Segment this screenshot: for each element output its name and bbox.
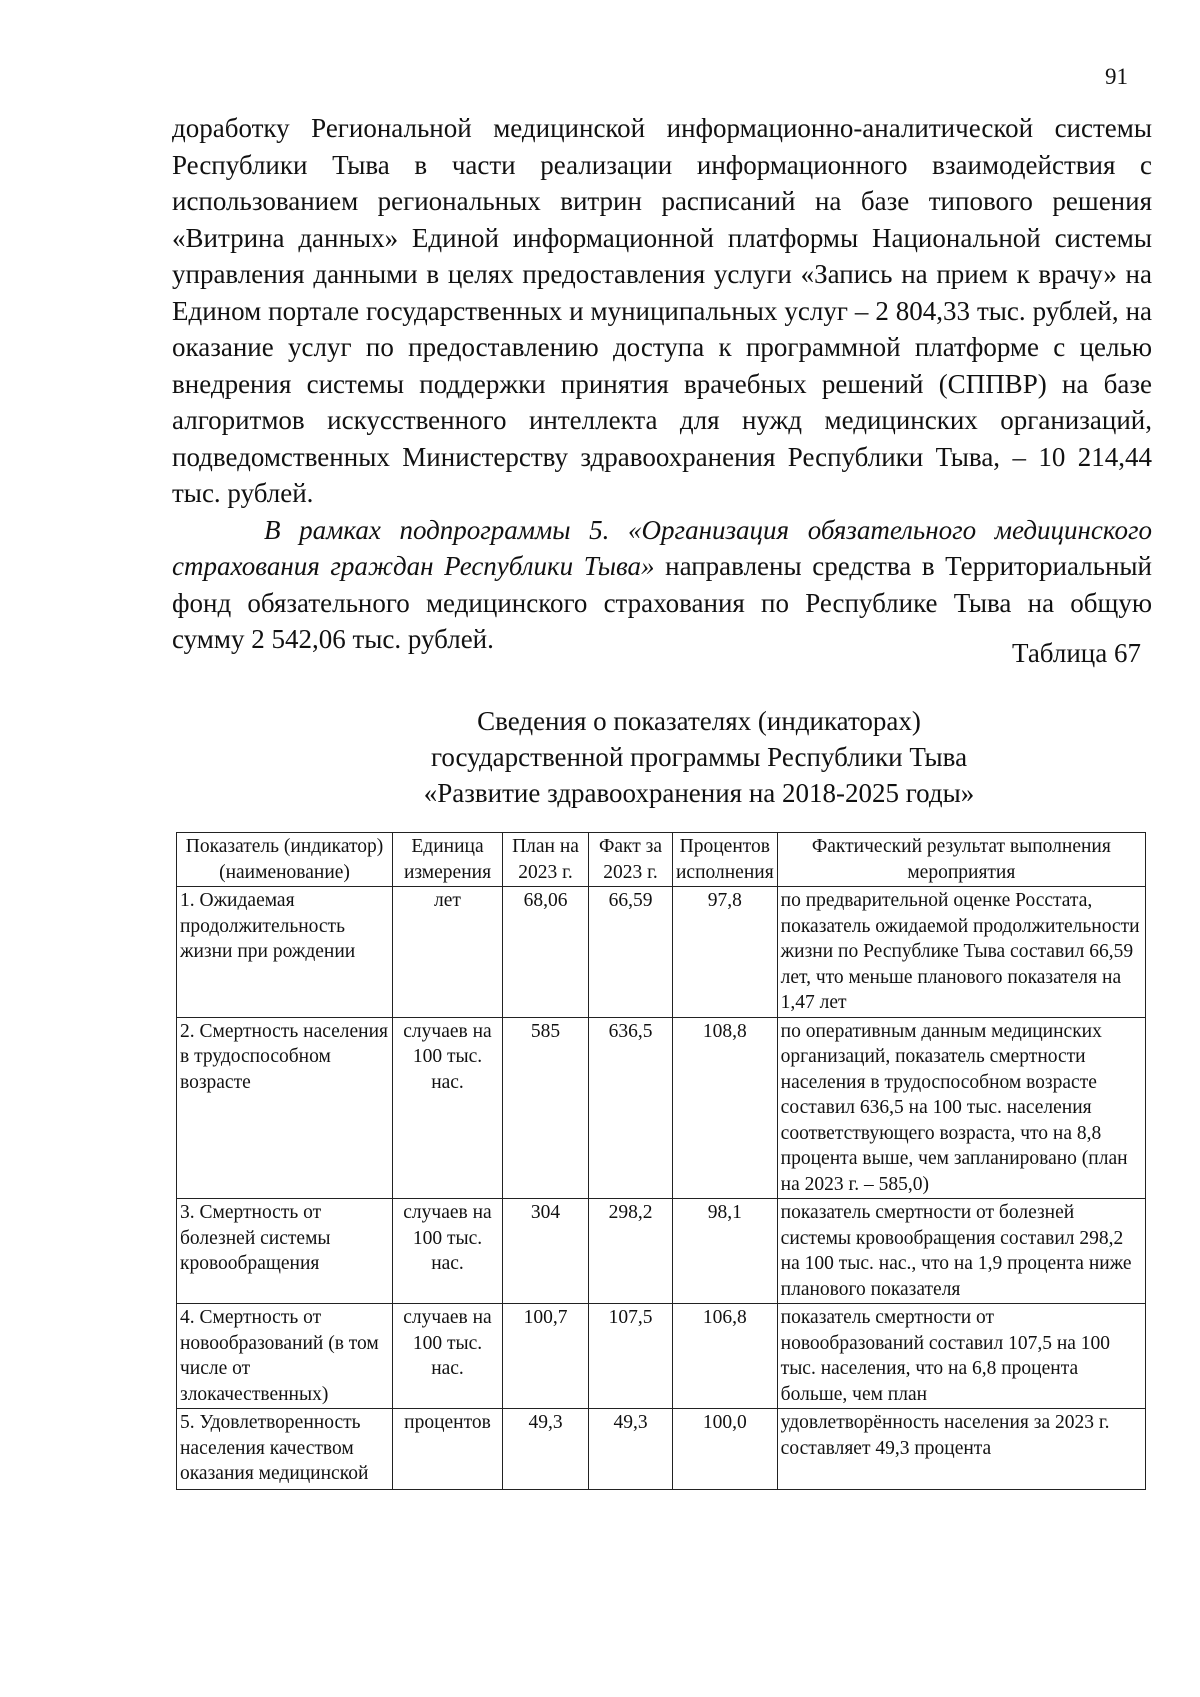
- cell-unit: случаев на 100 тыс. нас.: [393, 1017, 503, 1199]
- cell-fact: 49,3: [589, 1409, 673, 1490]
- page-number: 91: [1105, 64, 1128, 89]
- header-unit: Единица измерения: [393, 833, 503, 887]
- paragraph-2-text: направлены средства в Территориальный фонд обязательного медицинского страхования по Республике Тыва на общую сумму 2 542,06 тыс. рублей.: [172, 551, 1153, 654]
- cell-result: по предварительной оценке Росстата, показатель ожидаемой продолжительности жизни по Республике Тыва составил 66,59 лет, что меньше планового показателя на 1,47 лет: [777, 887, 1145, 1018]
- cell-indicator: 3. Смертность от болезней системы кровообращения: [177, 1199, 393, 1304]
- table-label: Таблица 67: [1012, 638, 1141, 668]
- header-percent: Процентов исполнения: [673, 833, 778, 887]
- cell-plan: 304: [503, 1199, 589, 1304]
- cell-percent: 97,8: [673, 887, 778, 1018]
- cell-indicator: 5. Удовлетворенность населения качеством оказания медицинской: [177, 1409, 393, 1490]
- cell-unit: процентов: [393, 1409, 503, 1490]
- cell-plan: 49,3: [503, 1409, 589, 1490]
- cell-plan: 68,06: [503, 887, 589, 1018]
- cell-result: показатель смертности от болезней системы кровообращения составил 298,2 на 100 тыс. нас., что на 1,9 процента ниже планового показателя: [777, 1199, 1145, 1304]
- table-row: [177, 887, 1146, 1018]
- cell-unit: случаев на 100 тыс. нас.: [393, 1199, 503, 1304]
- cell-percent: 100,0: [673, 1409, 778, 1490]
- subprogram-title: В рамках подпрограммы 5. «Организация обязательного медицинского страхования граждан Республики Тыва»: [172, 514, 1152, 581]
- cell-plan: 585: [503, 1017, 589, 1199]
- indicators-table: [176, 832, 1146, 1490]
- table-title-line: государственной программы Республики Тыва: [430, 742, 968, 772]
- table-header-row: [177, 833, 1146, 887]
- cell-percent: 98,1: [673, 1199, 778, 1304]
- table-title-line: Сведения о показателях (индикаторах): [477, 706, 921, 736]
- cell-indicator: 1. Ожидаемая продолжительность жизни при рождении: [177, 887, 393, 1018]
- cell-result: по оперативным данным медицинских организаций, показатель смертности населения в трудоспособном возрасте составил 636,5 на 100 тыс. населения соответствующего возраста, что на 8,8 процента выше, чем запланировано (план на 2023 г. – 585,0): [777, 1017, 1145, 1199]
- table-row: [177, 1409, 1146, 1490]
- table-row: [177, 1304, 1146, 1409]
- body-text: [172, 110, 1152, 658]
- header-result: Фактический результат выполнения мероприятия: [777, 833, 1145, 887]
- cell-result: показатель смертности от новообразований составил 107,5 на 100 тыс. населения, что на 6,8 процента больше, чем план: [777, 1304, 1145, 1409]
- cell-result: удовлетворённость населения за 2023 г. составляет 49,3 процента: [777, 1409, 1145, 1490]
- cell-indicator: 4. Смертность от новообразований (в том числе от злокачественных): [177, 1304, 393, 1409]
- cell-unit: лет: [393, 887, 503, 1018]
- table-row: [177, 1017, 1146, 1199]
- cell-indicator: 2. Смертность населения в трудоспособном возрасте: [177, 1017, 393, 1199]
- table-row: [177, 1199, 1146, 1304]
- cell-fact: 636,5: [589, 1017, 673, 1199]
- cell-fact: 107,5: [589, 1304, 673, 1409]
- cell-percent: 106,8: [673, 1304, 778, 1409]
- header-fact: Факт за 2023 г.: [589, 833, 673, 887]
- cell-unit: случаев на 100 тыс. нас.: [393, 1304, 503, 1409]
- header-indicator: Показатель (индикатор) (наименование): [177, 833, 393, 887]
- cell-percent: 108,8: [673, 1017, 778, 1199]
- cell-plan: 100,7: [503, 1304, 589, 1409]
- header-plan: План на 2023 г.: [503, 833, 589, 887]
- cell-fact: 298,2: [589, 1199, 673, 1304]
- table-title: [172, 703, 1200, 811]
- paragraph-1: доработку Региональной медицинской информационно-аналитической системы Республики Тыва в части реализации информационного взаимодействия с использованием региональных витрин расписаний на базе типового решения «Витрина данных» Единой информационной платформы Национальной системы управления данными в целях предоставления услуги «Запись на прием к врачу» на Едином портале государственных и муниципальных услуг – 2 804,33 тыс. рублей, на оказание услуг по предоставлению доступа к программной платформе с целью внедрения системы поддержки принятия врачебных решений (СППВР) на базе алгоритмов искусственного интеллекта для нужд медицинских организаций, подведомственных Министерству здравоохранения Республики Тыва, – 10 214,44 тыс. рублей.: [172, 113, 1152, 508]
- table-title-line: «Развитие здравоохранения на 2018-2025 годы»: [423, 778, 975, 808]
- cell-fact: 66,59: [589, 887, 673, 1018]
- paragraph-2: [172, 512, 1152, 658]
